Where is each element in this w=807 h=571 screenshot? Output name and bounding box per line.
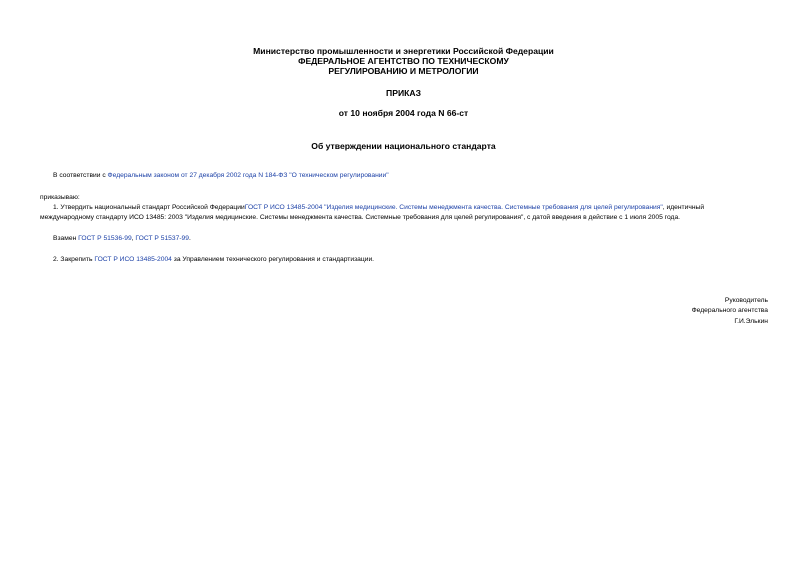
order-word: приказываю: xyxy=(40,194,80,201)
agency-name-line2: РЕГУЛИРОВАНИЮ И МЕТРОЛОГИИ xyxy=(328,66,479,76)
replace-end: . xyxy=(189,235,191,242)
item1-line2: международному стандарту ИСО 13485: 2003 "Изделия медицинские. Системы менеджмента качества. Системные требования для целей регулирования", с датой введения в действие с 1 июля 2005 года. xyxy=(40,214,681,221)
signature-title-line2: Федерального агентства xyxy=(691,307,768,314)
item2-prefix: 2. Закрепить xyxy=(53,256,95,263)
ministry-name: Министерство промышленности и энергетики Российской Федерации xyxy=(253,46,554,56)
item1-suffix: , идентичный xyxy=(662,204,705,211)
order-subject: Об утверждении национального стандарта xyxy=(311,141,496,151)
item1-line1 xyxy=(53,203,704,213)
intro-paragraph xyxy=(53,171,389,181)
item2-suffix: за Управлением технического регулирования и стандартизации. xyxy=(171,256,375,263)
signature-title-line1: Руководитель xyxy=(724,297,768,304)
replace-prefix: Взамен xyxy=(53,235,79,242)
replace-paragraph xyxy=(53,234,191,244)
order-type: ПРИКАЗ xyxy=(386,88,421,98)
item1-prefix: 1. Утвердить национальный стандарт Российской Федерации xyxy=(53,204,245,211)
agency-name-line1: ФЕДЕРАЛЬНОЕ АГЕНТСТВО ПО ТЕХНИЧЕСКОМУ xyxy=(298,56,509,66)
gost-51537-link[interactable]: ГОСТ Р 51537-99 xyxy=(135,235,189,242)
gost-iso-13485-short-link[interactable]: ГОСТ Р ИСО 13485-2004 xyxy=(94,256,172,263)
gost-51536-link[interactable]: ГОСТ Р 51536-99 xyxy=(78,235,132,242)
item2-paragraph xyxy=(53,255,374,265)
replace-separator: , xyxy=(131,235,136,242)
federal-law-link[interactable]: Федеральным законом от 27 декабря 2002 года N 184-ФЗ "О техническом регулировании" xyxy=(107,172,389,179)
gost-iso-13485-link[interactable]: ГОСТ Р ИСО 13485-2004 "Изделия медицинские. Системы менеджмента качества. Системные требования для целей регулирования" xyxy=(244,204,663,211)
intro-prefix: В соответствии с xyxy=(53,172,108,179)
signature-name: Г.И.Элькин xyxy=(734,318,768,325)
order-date-number: от 10 ноября 2004 года N 66-ст xyxy=(338,108,469,118)
